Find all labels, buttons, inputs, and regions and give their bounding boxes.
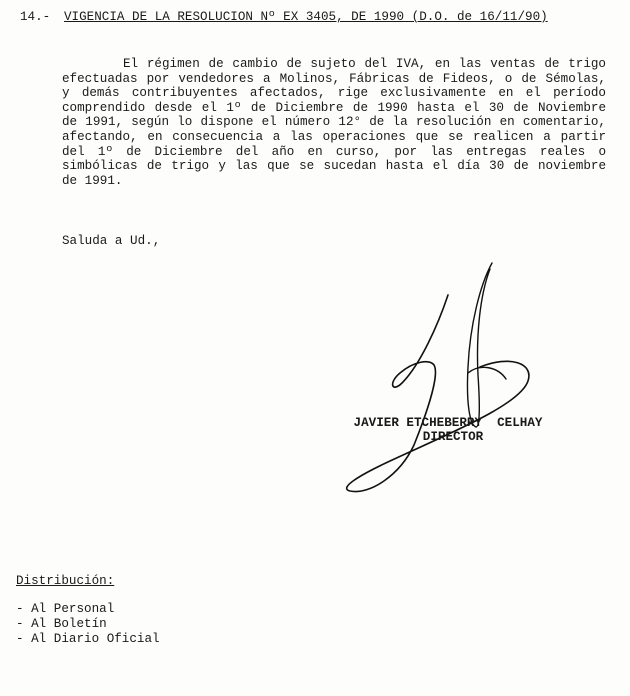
distribution-title: Distribución: bbox=[16, 574, 115, 588]
signature-icon bbox=[330, 255, 560, 495]
distribution-item: - Al Personal bbox=[16, 602, 115, 616]
section-number: 14.- bbox=[20, 10, 51, 24]
signer-name: JAVIER ETCHEBERRY CELHAY bbox=[353, 416, 543, 430]
distribution-item: - Al Boletín bbox=[16, 617, 107, 631]
section-title: VIGENCIA DE LA RESOLUCION Nº EX 3405, DE 1990 (D.O. de 16/11/90) bbox=[64, 10, 548, 24]
distribution-list bbox=[16, 602, 160, 647]
section-heading bbox=[20, 10, 610, 25]
closing-salutation: Saluda a Ud., bbox=[62, 234, 161, 248]
body-paragraph: El régimen de cambio de sujeto del IVA, en las ventas de trigo efectuadas por vendedores a Molinos, Fábricas de Fideos, o de Sémolas, y demás contribuyentes afectados, rige exclusivamente en el período comprendido desde el 1º de Diciembre de 1990 hasta el 30 de Noviembre de 1991, según lo dispone el número 12° de la resolución en comentario, afectando, en consecuencia a las operaciones que se realicen a partir del 1º de Diciembre del año en curso, por las entregas reales o simbólicas de trigo y las que se sucedan hasta el día 30 de noviembre de 1991. bbox=[62, 57, 606, 188]
distribution-block bbox=[16, 574, 160, 647]
signer-block bbox=[333, 416, 563, 444]
distribution-item: - Al Diario Oficial bbox=[16, 632, 160, 646]
signer-role: DIRECTOR bbox=[422, 430, 484, 444]
